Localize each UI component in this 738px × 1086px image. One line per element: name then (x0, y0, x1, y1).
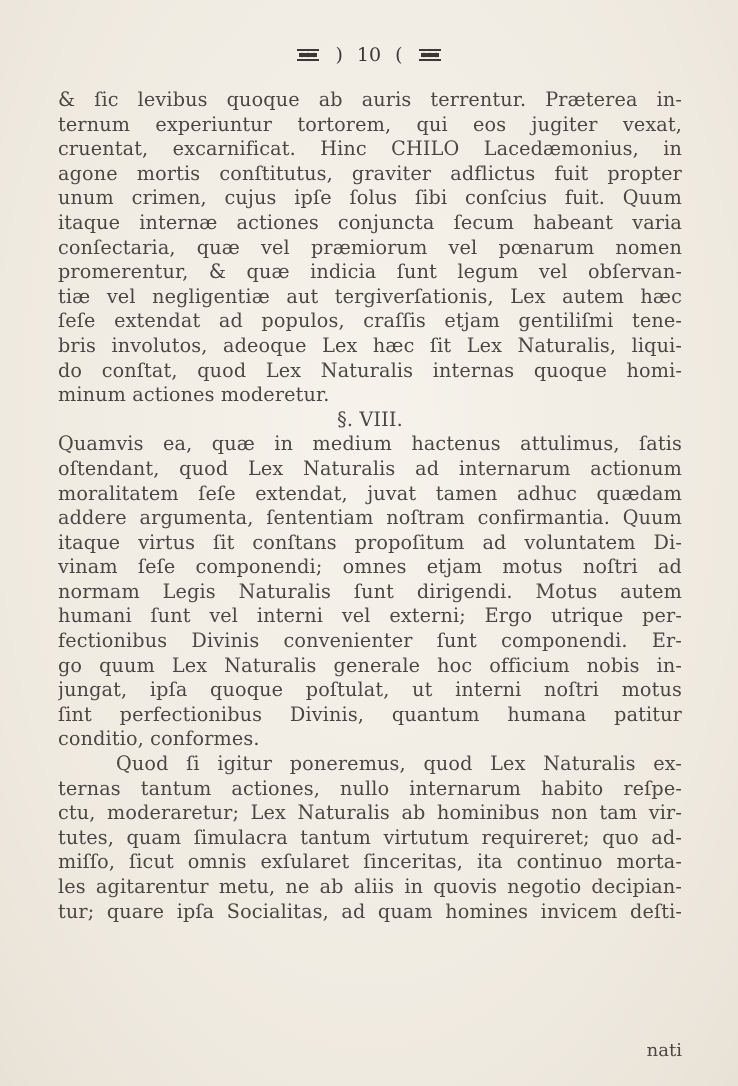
text-line: fectionibus Divinis convenienter ſunt componendi. Er- (58, 629, 682, 653)
text-line: go quum Lex Naturalis generale hoc officium nobis in- (58, 653, 682, 677)
text-line: tutes, quam ſimulacra tantum virtutum requireret; quo ad- (58, 825, 682, 849)
text-line: & ſic levibus quoque ab auris terrentur. Præterea in- (58, 88, 682, 111)
text-line: cruentat, excarnificat. Hinc CHILO Lacedæmonius, in (58, 137, 682, 161)
text-line: conſectaria, quæ vel præmiorum vel pœnarum nomen (58, 235, 682, 259)
text-line: Quamvis ea, quæ in medium hactenus attulimus, ſatis (58, 432, 682, 456)
text-line: oſtendant, quod Lex Naturalis ad internarum actionum (58, 456, 682, 480)
text-line: ſint perfectionibus Divinis, quantum humana patitur (58, 702, 682, 726)
left-ornament-icon (295, 46, 321, 64)
catchword: nati (646, 1040, 682, 1061)
header-bracket-left: ) (335, 44, 343, 66)
text-line: vinam ſeſe componendi; omnes etjam motus noſtri ad (58, 555, 682, 579)
text-line: jungat, ipſa quoque poſtulat, ut interni noſtri motus (58, 678, 682, 702)
text-line: ctu, moderaretur; Lex Naturalis ab hominibus non tam vir- (58, 801, 682, 825)
body-text (58, 88, 682, 924)
text-line: normam Legis Naturalis ſunt dirigendi. Motus autem (58, 579, 682, 603)
text-line: tiæ vel negligentiæ aut tergiverſationis, Lex autem hæc (58, 284, 682, 308)
text-line: agone mortis conſtitutus, graviter adflictus fuit propter (58, 161, 682, 185)
text-line: les agitarentur metu, ne ab aliis in quovis negotio decipian- (58, 875, 682, 898)
text-line: miſſo, ſicut omnis exſularet ſinceritas, ita continuo morta- (58, 850, 682, 874)
text-line: minum actiones moderetur. (58, 383, 330, 407)
text-line: bris involutos, adeoque Lex hæc ſit Lex Naturalis, liqui- (58, 333, 682, 357)
text-line: do conſtat, quod Lex Naturalis internas quoque homi- (58, 358, 682, 382)
text-line: ternas tantum actiones, nullo internarum habito reſpe- (58, 776, 682, 800)
right-ornament-icon (417, 46, 443, 64)
text-line: itaque internæ actiones conjuncta ſecum habeant varia (58, 210, 682, 234)
text-line: tur; quare ipſa Socialitas, ad quam homines invicem deſti- (58, 899, 682, 923)
section-heading: §. VIII. (337, 407, 403, 431)
text-line: conditio, conformes. (58, 727, 260, 751)
text-line: itaque virtus ſit conſtans propoſitum ad voluntatem Di- (58, 530, 682, 554)
text-line: unum crimen, cujus ipſe ſolus ſibi conſcius fuit. Quum (58, 186, 682, 210)
page-header (0, 40, 738, 70)
text-line: ternum experiuntur tortorem, qui eos jugiter vexat, (58, 112, 682, 136)
text-line: humani ſunt vel interni vel externi; Ergo utrique per- (58, 604, 682, 628)
text-line: addere argumenta, ſententiam noſtram confirmantia. Quum (58, 506, 682, 530)
page-number: 10 (356, 44, 382, 66)
header-bracket-right: ( (395, 44, 403, 66)
text-line: Quod ſi igitur poneremus, quod Lex Naturalis ex- (116, 752, 682, 776)
text-line: moralitatem ſeſe extendat, juvat tamen adhuc quædam (58, 481, 682, 505)
text-line: promerentur, & quæ indicia ſunt legum vel obſervan- (58, 260, 682, 284)
text-line: ſeſe extendat ad populos, craſſis etjam gentiliſmi tene- (58, 309, 682, 333)
